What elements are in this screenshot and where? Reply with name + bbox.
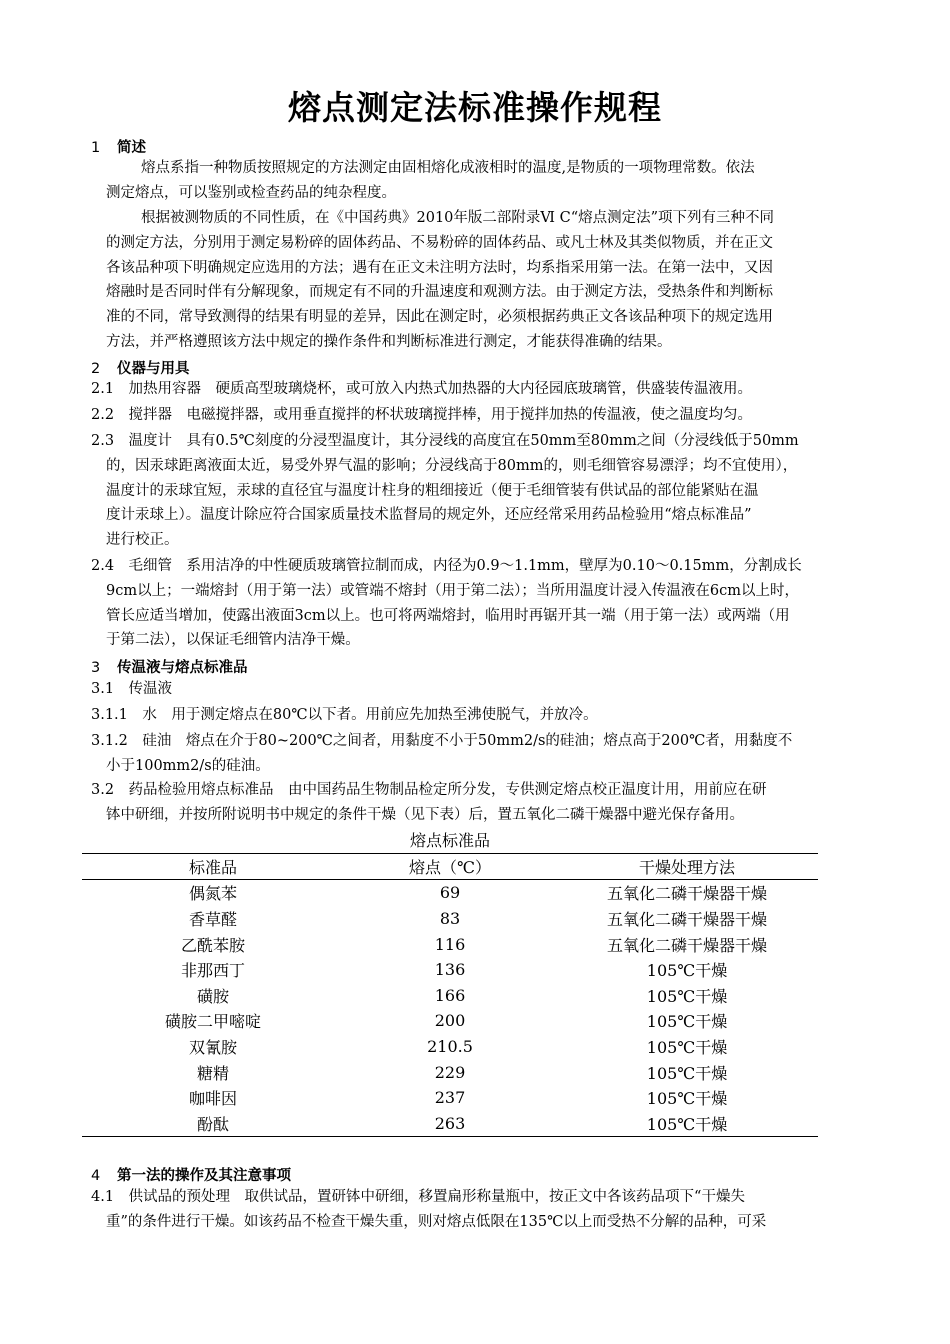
table-cell: 105℃干燥 (646, 986, 728, 1006)
text-line: 2.2 搅拌器 电磁搅拌器，或用垂直搅拌的杯状玻璃搅拌棒，用于搅拌加热的传温液，使之温度均匀。 (91, 407, 753, 423)
table-cell: 咖啡因 (188, 1089, 237, 1109)
item-2-4 (91, 554, 802, 653)
table-cell: 69 (439, 883, 461, 903)
text-line: 重”的条件进行干燥。如该药品不检查干燥失重，则对熔点低限在135℃以上而受热不分解的品种，可采 (106, 1213, 767, 1230)
section-1-heading (91, 136, 146, 157)
table-cell: 乙酰苯胺 (180, 935, 245, 955)
table-row (82, 1111, 818, 1137)
table-cell: 糖精 (196, 1063, 229, 1083)
table-row (82, 1034, 818, 1060)
table-cell: 83 (439, 909, 461, 929)
item-2-3 (91, 429, 799, 553)
item-3-1-2 (91, 729, 792, 779)
section-number: 3 (91, 660, 101, 676)
table-caption: 熔点标准品 (82, 827, 818, 853)
text-line: 9cm以上；一端熔封（用于第一法）或管端不熔封（用于第二法）；当所用温度计浸入传温液在6cm以上时， (106, 582, 799, 599)
table-cell: 237 (434, 1088, 466, 1108)
text-line: 的测定方法，分别用于测定易粉碎的固体药品、不易粉碎的固体药品、或凡士林及其类似物质，并在正文 (106, 234, 773, 251)
table-cell: 263 (344, 1111, 556, 1137)
table-row (82, 983, 818, 1009)
section-title: 传温液与熔点标准品 (117, 660, 248, 676)
text-line: 3.1 传温液 (91, 681, 173, 697)
text-line: 于第二法），以保证毛细管内洁净干燥。 (106, 632, 360, 649)
paragraph-1-2 (106, 206, 774, 355)
table-cell: 105℃干燥 (556, 1111, 818, 1137)
table-cell: 五氧化二磷干燥器干燥 (606, 935, 767, 955)
text-line: 小于100mm2/s的硅油。 (106, 757, 270, 774)
text-line: 进行校正。 (106, 532, 179, 549)
item-2-2 (91, 403, 752, 428)
table-cell: 136 (434, 960, 466, 980)
table-cell: 166 (434, 985, 466, 1005)
table-cell: 双氰胺 (188, 1038, 237, 1058)
text-line: 钵中研细，并按所附说明书中规定的条件干燥（见下表）后，置五氧化二磷干燥器中避光保存备用。 (106, 806, 744, 823)
table-cell: 五氧化二磷干燥器干燥 (606, 910, 767, 930)
melting-point-standards-table (82, 827, 818, 1137)
section-number: 4 (91, 1168, 101, 1184)
section-number: 2 (91, 361, 101, 377)
text-line: 的，因汞球距离液面太近，易受外界气温的影响；分浸线高于80mm的，则毛细管容易漂浮；均不宜使用）， (106, 457, 798, 474)
section-number: 1 (91, 140, 101, 156)
text-line: 熔融时是否同时伴有分解现象，而规定有不同的升温速度和观测方法。由于测定方法，受热条件和判断标 (106, 284, 773, 301)
text-line: 度计汞球上）。温度计除应符合国家质量技术监督局的规定外，还应经常采用药品检验用“熔点标准品” (106, 507, 752, 524)
text-line: 3.1.2 硅油 熔点在介于80~200℃之间者，用黏度不小于50mm2/s的硅油；熔点高于200℃者，用黏度不 (91, 733, 793, 749)
text-line: 温度计的汞球宜短，汞球的直径宜与温度计柱身的粗细接近（便于毛细管装有供试品的部位能紧贴在温 (106, 482, 759, 499)
table-cell: 200 (434, 1011, 466, 1031)
table-row (82, 1059, 818, 1085)
section-4-heading (91, 1164, 291, 1185)
item-2-1 (91, 377, 752, 402)
table-row (82, 880, 818, 906)
table-cell: 非那西丁 (180, 961, 245, 981)
table-cell: 116 (434, 934, 466, 954)
table-cell: 五氧化二磷干燥器干燥 (606, 884, 767, 904)
table-cell: 105℃干燥 (646, 1089, 728, 1109)
paragraph-1-1 (106, 156, 755, 206)
text-line: 准的不同，常导致测得的结果有明显的差异，因此在测定时，必须根据药典正文各该品种项下的规定选用 (106, 309, 773, 326)
table-cell: 105℃干燥 (646, 1012, 728, 1032)
table-cell: 磺胺二甲嘧啶 (164, 1012, 261, 1032)
item-4-1 (91, 1185, 766, 1235)
text-line: 3.1.1 水 用于测定熔点在80℃以下者。用前应先加热至沸使脱气，并放冷。 (91, 707, 598, 723)
text-line: 3.2 药品检验用熔点标准品 由中国药品生物制品检定所分发，专供测定熔点校正温度计用，用前应在研 (91, 782, 767, 798)
table-cell: 229 (434, 1062, 466, 1082)
table-cell: 香草醛 (188, 910, 237, 930)
table-row (82, 1008, 818, 1034)
table-row (82, 931, 818, 957)
section-title: 简述 (117, 140, 146, 156)
table-header-row (82, 853, 818, 880)
column-header: 干燥处理方法 (556, 853, 818, 880)
table-row (82, 906, 818, 932)
text-line: 根据被测物质的不同性质，在《中国药典》2010年版二部附录Ⅵ C“熔点测定法”项下列有三种不同 (141, 210, 775, 226)
table-cell: 210.5 (427, 1037, 473, 1057)
text-line: 4.1 供试品的预处理 取供试品，置研钵中研细，移置扁形称量瓶中，按正文中各该药品项下“干燥失 (91, 1189, 745, 1205)
item-3-2 (91, 778, 767, 828)
table-cell: 105℃干燥 (646, 1038, 728, 1058)
text-line: 2.1 加热用容器 硬质高型玻璃烧杯，或可放入内热式加热器的大内径园底玻璃管，供盛装传温液用。 (91, 381, 753, 397)
table-cell: 磺胺 (196, 986, 229, 1006)
table-cell: 酚酞 (82, 1111, 344, 1137)
text-line: 熔点系指一种物质按照规定的方法测定由固相熔化成液相时的温度,是物质的一项物理常数。依法 (141, 160, 755, 176)
column-header: 熔点（℃） (344, 853, 556, 880)
table-cell: 105℃干燥 (646, 961, 728, 981)
table-cell: 105℃干燥 (646, 1063, 728, 1083)
section-3-heading (91, 656, 248, 677)
section-title: 第一法的操作及其注意事项 (117, 1168, 291, 1184)
item-3-1-1 (91, 703, 598, 728)
section-2-heading (91, 357, 190, 378)
item-3-1 (91, 677, 172, 702)
column-header: 标准品 (82, 853, 344, 880)
text-line: 管长应适当增加，使露出液面3cm以上。也可将两端熔封，临用时再锯开其一端（用于第一法）或两端（用 (106, 607, 790, 624)
text-line: 各该品种项下明确规定应选用的方法；遇有在正文未注明方法时，均系指采用第一法。在第一法中，又因 (106, 259, 773, 276)
table-row (82, 1085, 818, 1111)
text-line: 测定熔点，可以鉴别或检查药品的纯杂程度。 (106, 184, 396, 201)
table-row (82, 957, 818, 983)
table-caption-row (82, 827, 818, 853)
table-cell: 偶氮苯 (188, 884, 237, 904)
page-title: 熔点测定法标准操作规程 (288, 88, 662, 127)
section-title: 仪器与用具 (117, 361, 190, 377)
text-line: 2.4 毛细管 系用洁净的中性硬质玻璃管拉制而成，内径为0.9～1.1mm，壁厚为0.10～0.15mm，分割成长 (91, 558, 802, 574)
text-line: 方法，并严格遵照该方法中规定的操作条件和判断标准进行测定，才能获得准确的结果。 (106, 333, 672, 350)
text-line: 2.3 温度计 具有0.5℃刻度的分浸型温度计，其分浸线的高度宜在50mm至80mm之间（分浸线低于50mm (91, 433, 799, 449)
